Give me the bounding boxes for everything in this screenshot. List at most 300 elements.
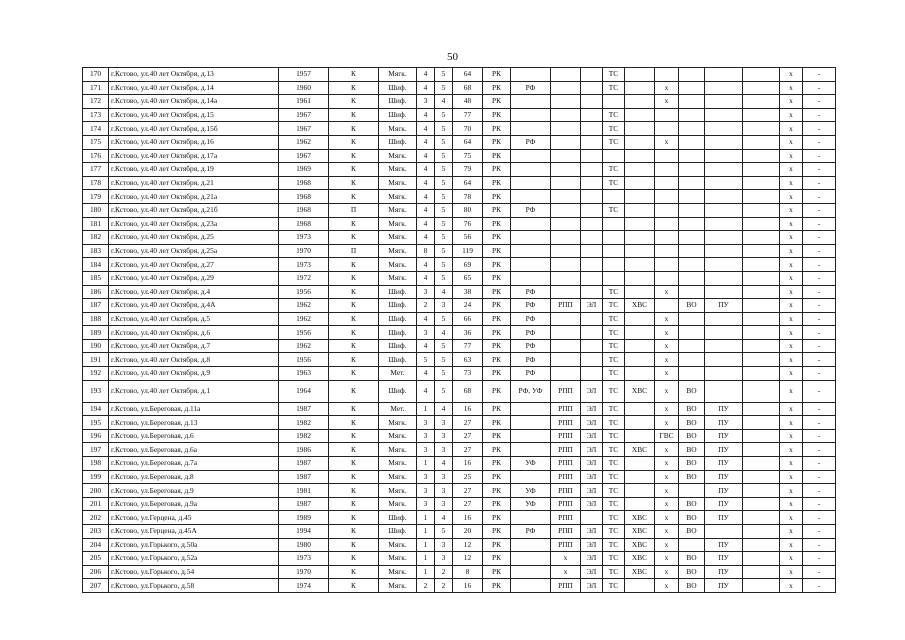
- table-cell: ЭЛ: [581, 538, 603, 552]
- table-cell: К: [329, 565, 379, 579]
- table-cell: [581, 81, 603, 95]
- table-cell: [625, 231, 655, 245]
- table-cell: ЭЛ: [581, 484, 603, 498]
- address-cell: г.Кстово, ул.40 лет Октября, д.4А: [109, 299, 279, 313]
- table-cell: 1987: [279, 457, 329, 471]
- table-cell: Мягк.: [379, 429, 417, 443]
- table-row: [83, 353, 836, 367]
- table-cell: РПП: [551, 416, 581, 430]
- table-cell: К: [329, 81, 379, 95]
- table-cell: х: [655, 565, 679, 579]
- address-cell: г.Кстово, ул.40 лет Октября, д.5: [109, 312, 279, 326]
- table-row: [83, 565, 836, 579]
- table-cell: х: [780, 538, 803, 552]
- table-cell: ТС: [603, 579, 625, 593]
- table-cell: [581, 285, 603, 299]
- table-cell: 1960: [279, 81, 329, 95]
- table-cell: [511, 416, 551, 430]
- table-cell: 5: [435, 176, 453, 190]
- table-cell: -: [803, 258, 836, 272]
- table-cell: [551, 81, 581, 95]
- table-cell: К: [329, 176, 379, 190]
- table-cell: ЭЛ: [581, 299, 603, 313]
- table-cell: [679, 367, 705, 381]
- table-cell: Мягк.: [379, 416, 417, 430]
- table-cell: [679, 95, 705, 109]
- table-cell: [679, 258, 705, 272]
- table-cell: 4: [435, 326, 453, 340]
- table-cell: -: [803, 579, 836, 593]
- table-cell: РК: [483, 538, 511, 552]
- table-cell: 64: [453, 68, 483, 82]
- table-cell: [679, 285, 705, 299]
- table-cell: РК: [483, 367, 511, 381]
- table-cell: 5: [435, 135, 453, 149]
- table-cell: ПУ: [705, 429, 743, 443]
- address-cell: г.Кстово, ул.40 лет Октября, д.14: [109, 81, 279, 95]
- table-cell: [603, 231, 625, 245]
- table-cell: ТС: [603, 525, 625, 539]
- table-cell: х: [655, 135, 679, 149]
- table-cell: [679, 163, 705, 177]
- table-cell: [581, 258, 603, 272]
- table-cell: ВО: [679, 443, 705, 457]
- table-cell: 1962: [279, 135, 329, 149]
- table-cell: 1968: [279, 190, 329, 204]
- table-cell: РК: [483, 217, 511, 231]
- table-cell: РПП: [551, 538, 581, 552]
- table-cell: [743, 443, 780, 457]
- table-cell: [655, 163, 679, 177]
- table-cell: Шиф.: [379, 339, 417, 353]
- table-cell: 5: [435, 149, 453, 163]
- table-cell: РФ: [511, 203, 551, 217]
- table-cell: К: [329, 511, 379, 525]
- table-cell: -: [803, 176, 836, 190]
- table-cell: 1957: [279, 68, 329, 82]
- table-cell: [655, 122, 679, 136]
- table-cell: х: [655, 285, 679, 299]
- table-cell: РК: [483, 190, 511, 204]
- table-cell: ВО: [679, 380, 705, 402]
- table-cell: [679, 312, 705, 326]
- table-cell: [551, 258, 581, 272]
- table-cell: [551, 271, 581, 285]
- table-cell: ТС: [603, 511, 625, 525]
- table-cell: 4: [417, 258, 435, 272]
- table-cell: РК: [483, 416, 511, 430]
- table-cell: ВО: [679, 565, 705, 579]
- address-cell: г.Кстово, ул.40 лет Октября, д.19: [109, 163, 279, 177]
- table-cell: 78: [453, 190, 483, 204]
- table-cell: 3: [435, 470, 453, 484]
- table-cell: х: [655, 497, 679, 511]
- table-cell: РК: [483, 511, 511, 525]
- table-cell: [679, 176, 705, 190]
- table-cell: х: [655, 579, 679, 593]
- table-cell: [743, 402, 780, 416]
- table-cell: К: [329, 271, 379, 285]
- table-cell: ЭЛ: [581, 443, 603, 457]
- table-cell: ТС: [603, 470, 625, 484]
- table-cell: [743, 538, 780, 552]
- table-cell: [679, 81, 705, 95]
- table-cell: 5: [435, 81, 453, 95]
- table-cell: Мягк.: [379, 149, 417, 163]
- table-row: [83, 285, 836, 299]
- table-cell: 3: [417, 443, 435, 457]
- table-cell: [743, 484, 780, 498]
- table-cell: х: [780, 339, 803, 353]
- table-row: [83, 429, 836, 443]
- table-cell: [705, 339, 743, 353]
- table-cell: х: [780, 353, 803, 367]
- row-number-cell: 188: [83, 312, 109, 326]
- table-cell: [581, 244, 603, 258]
- table-cell: [625, 176, 655, 190]
- row-number-cell: 207: [83, 579, 109, 593]
- table-cell: [625, 217, 655, 231]
- table-cell: [625, 484, 655, 498]
- table-row: [83, 231, 836, 245]
- table-cell: ТС: [603, 285, 625, 299]
- table-cell: 1989: [279, 511, 329, 525]
- table-cell: [581, 95, 603, 109]
- table-cell: х: [780, 244, 803, 258]
- table-row: [83, 122, 836, 136]
- table-cell: 27: [453, 484, 483, 498]
- table-cell: 1982: [279, 416, 329, 430]
- row-number-cell: 191: [83, 353, 109, 367]
- table-cell: 1: [417, 552, 435, 566]
- table-cell: х: [780, 95, 803, 109]
- row-number-cell: 198: [83, 457, 109, 471]
- row-number-cell: 187: [83, 299, 109, 313]
- table-cell: ТС: [603, 443, 625, 457]
- table-cell: 4: [417, 81, 435, 95]
- table-cell: [551, 122, 581, 136]
- table-cell: 5: [435, 231, 453, 245]
- table-row: [83, 203, 836, 217]
- table-cell: ТС: [603, 326, 625, 340]
- table-cell: [679, 190, 705, 204]
- address-cell: г.Кстово, ул.40 лет Октября, д.16: [109, 135, 279, 149]
- table-cell: [625, 312, 655, 326]
- table-cell: ТС: [603, 339, 625, 353]
- table-cell: х: [780, 217, 803, 231]
- table-cell: х: [780, 416, 803, 430]
- table-cell: х: [655, 312, 679, 326]
- table-row: [83, 511, 836, 525]
- table-cell: 5: [435, 108, 453, 122]
- table-cell: [551, 135, 581, 149]
- table-cell: 4: [417, 190, 435, 204]
- table-cell: [743, 176, 780, 190]
- table-cell: РК: [483, 353, 511, 367]
- row-number-cell: 206: [83, 565, 109, 579]
- table-cell: ПУ: [705, 484, 743, 498]
- row-number-cell: 189: [83, 326, 109, 340]
- table-cell: 1956: [279, 353, 329, 367]
- table-cell: [743, 579, 780, 593]
- table-cell: ТС: [603, 163, 625, 177]
- table-cell: [625, 190, 655, 204]
- table-row: [83, 402, 836, 416]
- address-cell: г.Кстово, ул.40 лет Октября, д.6: [109, 326, 279, 340]
- table-cell: К: [329, 108, 379, 122]
- table-cell: [603, 244, 625, 258]
- table-cell: [511, 108, 551, 122]
- table-cell: Мягк.: [379, 271, 417, 285]
- table-cell: К: [329, 457, 379, 471]
- table-cell: РК: [483, 497, 511, 511]
- address-cell: г.Кстово, ул.40 лет Октября, д.14а: [109, 95, 279, 109]
- table-cell: [511, 429, 551, 443]
- table-cell: х: [655, 552, 679, 566]
- table-cell: К: [329, 470, 379, 484]
- table-cell: ВО: [679, 402, 705, 416]
- table-cell: [743, 367, 780, 381]
- table-cell: 4: [417, 68, 435, 82]
- table-cell: ТС: [603, 122, 625, 136]
- table-cell: ХВС: [625, 538, 655, 552]
- table-cell: [743, 163, 780, 177]
- table-cell: 4: [435, 402, 453, 416]
- table-cell: [551, 68, 581, 82]
- table-cell: [705, 285, 743, 299]
- table-cell: 1980: [279, 538, 329, 552]
- table-cell: -: [803, 217, 836, 231]
- table-cell: Мягк.: [379, 176, 417, 190]
- table-cell: РК: [483, 443, 511, 457]
- table-cell: ЭЛ: [581, 552, 603, 566]
- table-cell: ВО: [679, 457, 705, 471]
- table-cell: х: [780, 367, 803, 381]
- table-cell: 5: [435, 271, 453, 285]
- address-cell: г.Кстово, ул.40 лет Октября, д.13: [109, 68, 279, 82]
- table-cell: ТС: [603, 497, 625, 511]
- table-cell: 3: [435, 429, 453, 443]
- row-number-cell: 204: [83, 538, 109, 552]
- table-cell: К: [329, 135, 379, 149]
- table-cell: ТС: [603, 380, 625, 402]
- table-cell: 1: [417, 402, 435, 416]
- table-cell: [655, 68, 679, 82]
- table-cell: х: [551, 552, 581, 566]
- table-cell: 1968: [279, 203, 329, 217]
- table-cell: [655, 299, 679, 313]
- row-number-cell: 182: [83, 231, 109, 245]
- table-cell: 119: [453, 244, 483, 258]
- table-cell: [581, 339, 603, 353]
- table-cell: х: [780, 258, 803, 272]
- table-cell: Шиф.: [379, 525, 417, 539]
- table-cell: Шиф.: [379, 353, 417, 367]
- table-row: [83, 484, 836, 498]
- table-cell: 1: [417, 511, 435, 525]
- table-cell: х: [655, 326, 679, 340]
- table-cell: 1982: [279, 429, 329, 443]
- table-cell: [625, 416, 655, 430]
- table-cell: 4: [417, 176, 435, 190]
- table-cell: РФ, УФ: [511, 380, 551, 402]
- table-cell: ТС: [603, 416, 625, 430]
- table-cell: -: [803, 108, 836, 122]
- table-cell: -: [803, 326, 836, 340]
- table-cell: [705, 367, 743, 381]
- table-cell: ЭЛ: [581, 402, 603, 416]
- table-cell: РК: [483, 429, 511, 443]
- table-cell: [581, 353, 603, 367]
- table-cell: ТС: [603, 203, 625, 217]
- row-number-cell: 170: [83, 68, 109, 82]
- table-cell: [551, 149, 581, 163]
- table-cell: х: [780, 285, 803, 299]
- table-row: [83, 299, 836, 313]
- table-cell: 2: [435, 565, 453, 579]
- row-number-cell: 196: [83, 429, 109, 443]
- table-row: [83, 244, 836, 258]
- table-cell: 1987: [279, 497, 329, 511]
- table-cell: -: [803, 68, 836, 82]
- table-cell: [743, 326, 780, 340]
- row-number-cell: 190: [83, 339, 109, 353]
- table-cell: -: [803, 163, 836, 177]
- table-cell: РК: [483, 271, 511, 285]
- table-cell: [581, 203, 603, 217]
- table-cell: 1972: [279, 271, 329, 285]
- row-number-cell: 185: [83, 271, 109, 285]
- table-cell: Шиф.: [379, 511, 417, 525]
- table-cell: Мягк.: [379, 565, 417, 579]
- table-cell: РК: [483, 81, 511, 95]
- table-cell: [625, 353, 655, 367]
- address-cell: г.Кстово, ул.40 лет Октября, д.4: [109, 285, 279, 299]
- table-cell: [705, 163, 743, 177]
- table-cell: [705, 68, 743, 82]
- table-cell: [511, 271, 551, 285]
- table-cell: х: [780, 552, 803, 566]
- table-cell: [705, 244, 743, 258]
- table-cell: -: [803, 416, 836, 430]
- table-cell: [679, 203, 705, 217]
- table-cell: РПП: [551, 443, 581, 457]
- table-cell: ХВС: [625, 552, 655, 566]
- table-cell: [511, 402, 551, 416]
- table-cell: -: [803, 457, 836, 471]
- table-cell: [655, 190, 679, 204]
- table-cell: К: [329, 299, 379, 313]
- table-cell: -: [803, 135, 836, 149]
- table-cell: ТС: [603, 429, 625, 443]
- table-cell: 1962: [279, 299, 329, 313]
- table-cell: 1973: [279, 231, 329, 245]
- table-cell: РФ: [511, 135, 551, 149]
- table-cell: ТС: [603, 538, 625, 552]
- table-cell: [551, 312, 581, 326]
- table-cell: -: [803, 565, 836, 579]
- address-cell: г.Кстово, ул.40 лет Октября, д.15: [109, 108, 279, 122]
- row-number-cell: 203: [83, 525, 109, 539]
- table-cell: [625, 429, 655, 443]
- table-cell: [743, 353, 780, 367]
- table-cell: [625, 149, 655, 163]
- table-cell: 70: [453, 122, 483, 136]
- table-cell: ВО: [679, 429, 705, 443]
- table-cell: [551, 339, 581, 353]
- table-cell: К: [329, 579, 379, 593]
- table-cell: Мягк.: [379, 538, 417, 552]
- table-cell: 1981: [279, 484, 329, 498]
- table-cell: [551, 244, 581, 258]
- address-cell: г.Кстово, ул.40 лет Октября, д.23а: [109, 217, 279, 231]
- table-cell: 4: [417, 367, 435, 381]
- table-cell: 16: [453, 511, 483, 525]
- table-cell: х: [655, 402, 679, 416]
- table-cell: Мягк.: [379, 190, 417, 204]
- table-row: [83, 367, 836, 381]
- address-cell: г.Кстово, ул.Горького, д.52а: [109, 552, 279, 566]
- table-cell: П: [329, 203, 379, 217]
- table-cell: х: [655, 380, 679, 402]
- row-number-cell: 178: [83, 176, 109, 190]
- table-cell: [705, 176, 743, 190]
- table-cell: К: [329, 217, 379, 231]
- address-cell: г.Кстово, ул.40 лет Октября, д.17а: [109, 149, 279, 163]
- table-cell: К: [329, 525, 379, 539]
- table-cell: [511, 511, 551, 525]
- table-cell: [511, 538, 551, 552]
- table-cell: 1963: [279, 367, 329, 381]
- row-number-cell: 176: [83, 149, 109, 163]
- table-cell: [743, 190, 780, 204]
- table-cell: [705, 353, 743, 367]
- table-cell: [581, 68, 603, 82]
- table-cell: [679, 217, 705, 231]
- table-cell: х: [655, 95, 679, 109]
- table-cell: РК: [483, 149, 511, 163]
- table-cell: х: [780, 579, 803, 593]
- table-cell: К: [329, 443, 379, 457]
- table-cell: РК: [483, 380, 511, 402]
- table-row: [83, 312, 836, 326]
- table-cell: х: [780, 299, 803, 313]
- table-cell: [743, 149, 780, 163]
- table-cell: [743, 299, 780, 313]
- table-cell: -: [803, 285, 836, 299]
- table-cell: 4: [417, 217, 435, 231]
- table-cell: 4: [417, 203, 435, 217]
- table-cell: К: [329, 552, 379, 566]
- table-cell: РК: [483, 176, 511, 190]
- table-cell: [655, 231, 679, 245]
- table-cell: [581, 326, 603, 340]
- table-cell: [625, 203, 655, 217]
- table-cell: 3: [435, 299, 453, 313]
- table-cell: [679, 244, 705, 258]
- table-cell: [743, 552, 780, 566]
- table-cell: [551, 231, 581, 245]
- table-cell: [625, 81, 655, 95]
- table-cell: х: [655, 457, 679, 471]
- table-cell: 65: [453, 271, 483, 285]
- table-cell: [655, 258, 679, 272]
- table-cell: К: [329, 312, 379, 326]
- table-cell: [679, 149, 705, 163]
- table-cell: ПУ: [705, 470, 743, 484]
- table-cell: ТС: [603, 367, 625, 381]
- table-cell: [679, 538, 705, 552]
